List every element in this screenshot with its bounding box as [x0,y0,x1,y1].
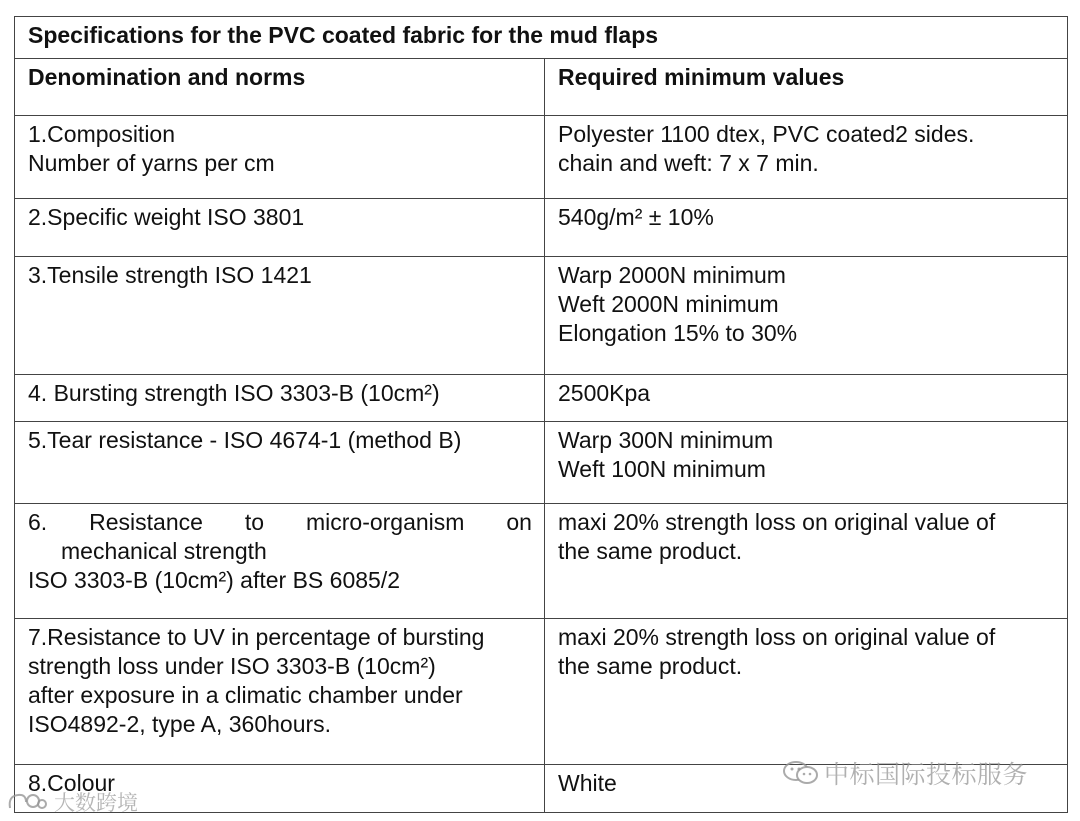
denomination-line: Number of yarns per cm [28,150,275,176]
value-line: the same product. [558,653,743,679]
denomination-line: mechanical strength [61,538,267,564]
value-line: Warp 300N minimum [558,427,774,453]
value-line: Weft 100N minimum [558,456,766,482]
denomination-line: 5.Tear resistance - ISO 4674-1 (method B) [28,427,462,453]
specification-table [14,16,1068,813]
value-cell [545,504,1068,619]
denomination-cell [15,504,545,619]
value-line: 2500Kpa [558,380,651,406]
value-line: Weft 2000N minimum [558,291,779,317]
denomination-line: strength loss under ISO 3303-B (10cm²) [28,653,436,679]
table-row [15,116,1068,199]
wechat-icon [782,760,820,786]
denomination-line: after exposure in a climatic chamber under [28,682,463,708]
value-line: chain and weft: 7 x 7 min. [558,150,819,176]
denomination-cell [15,375,545,422]
denomination-line: 7.Resistance to UV in percentage of bursting [28,624,485,650]
denomination-cell [15,619,545,765]
column-header-denomination: Denomination and norms [15,59,545,116]
value-line: White [558,770,617,796]
denomination-line: 2.Specific weight ISO 3801 [28,204,305,230]
denomination-line: 4. Bursting strength ISO 3303-B (10cm²) [28,380,440,406]
table-row [15,199,1068,257]
value-line: maxi 20% strength loss on original value of [558,509,996,535]
denomination-line: ISO4892-2, type A, 360hours. [28,711,332,737]
value-cell [545,116,1068,199]
value-line: Elongation 15% to 30% [558,320,798,346]
justified-word: to [244,509,265,535]
denomination-cell [15,199,545,257]
table-row [15,422,1068,504]
table-row [15,257,1068,375]
value-line: the same product. [558,538,743,564]
denomination-cell [15,422,545,504]
value-line: Warp 2000N minimum [558,262,786,288]
brand-logo-icon [6,790,48,814]
column-header-required-values: Required minimum values [545,59,1068,116]
value-cell [545,257,1068,375]
denomination-line: 1.Composition [28,121,176,147]
watermark-right [782,755,1028,791]
denomination-cell [15,116,545,199]
value-line: 540g/m² ± 10% [558,204,714,230]
justified-word: micro-organism [305,509,465,535]
value-cell [545,422,1068,504]
table-header-row [15,59,1068,116]
table-title-row [15,17,1068,59]
denomination-line: ISO 3303-B (10cm²) after BS 6085/2 [28,567,401,593]
watermark-left [6,787,138,817]
value-cell [545,375,1068,422]
watermark-left-text: 大数跨境 [54,791,138,815]
denomination-line: 3.Tensile strength ISO 1421 [28,262,312,288]
denomination-cell [15,257,545,375]
table-title: Specifications for the PVC coated fabric for the mud flaps [15,17,1068,59]
justified-word: on [506,509,532,535]
value-line: Polyester 1100 dtex, PVC coated2 sides. [558,121,975,147]
table-row [15,619,1068,765]
table-row [15,375,1068,422]
value-cell [545,199,1068,257]
justified-word: Resistance [89,509,203,535]
justified-word: 6. [28,509,48,535]
denomination-line: 8.Colour [28,770,115,796]
justified-line [28,508,532,537]
table-row [15,504,1068,619]
value-line: maxi 20% strength loss on original value of [558,624,996,650]
watermark-right-text: 中标国际投标服务 [824,760,1029,789]
value-cell [545,619,1068,765]
